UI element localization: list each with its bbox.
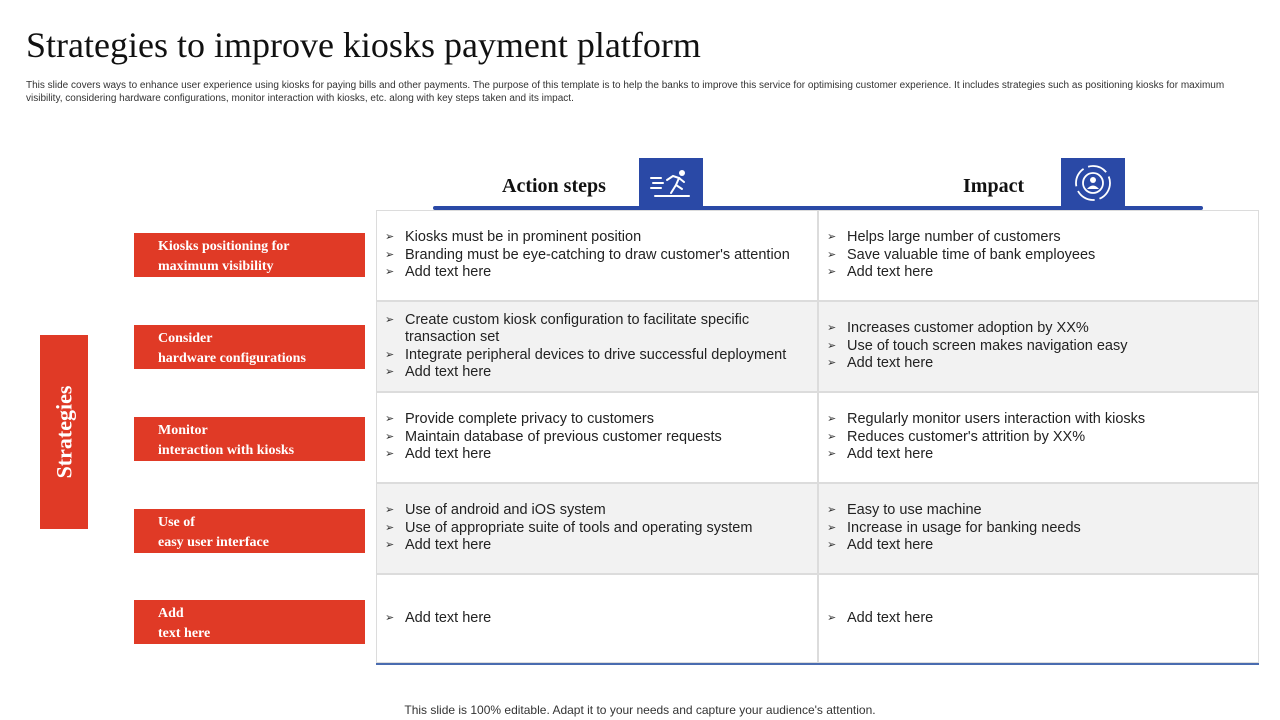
target-person-icon [1072,162,1114,204]
impact-text: Increases customer adoption by XX% [847,320,1089,337]
impact-text: Use of touch screen makes navigation easy [847,337,1128,354]
list-item [827,429,1248,447]
strategy-table [376,210,1259,665]
table-row [376,301,1259,392]
list-item [385,502,807,520]
impact-text: Save valuable time of bank employees [847,246,1096,263]
list-item [385,229,807,247]
action-text: Kiosks must be in prominent position [405,229,642,246]
bullet-arrow-icon: ➢ [385,266,395,279]
list-item [827,446,1248,464]
strategy-box-3: Monitor interaction with kiosks [134,417,365,461]
bullet-arrow-icon: ➢ [827,231,837,244]
bullet-arrow-icon: ➢ [827,322,837,335]
strategy-box-5: Add text here [134,600,365,644]
list-item [385,610,807,628]
table-row [376,210,1259,301]
action-text: Use of android and iOS system [405,502,606,519]
action-text: Provide complete privacy to customers [405,411,655,428]
impact-text: Easy to use machine [847,502,982,519]
impact-text: Reduces customer's attrition by XX% [847,428,1086,445]
bullet-arrow-icon: ➢ [827,448,837,461]
impact-text: Add text here [847,264,934,281]
action-cell [376,301,818,392]
strategy-box-2: Consider hardware configurations [134,325,365,369]
table-row [376,392,1259,483]
action-cell [376,392,818,483]
bullet-arrow-icon: ➢ [827,539,837,552]
strategy-box-1: Kiosks positioning for maximum visibility [134,233,365,277]
bullet-arrow-icon: ➢ [827,611,837,624]
list-item [385,429,807,447]
impact-icon-box [1061,158,1125,208]
bullet-arrow-icon: ➢ [385,366,395,378]
impact-cell [818,483,1259,574]
action-cell [376,210,818,301]
action-text: Create custom kiosk configuration to facilitate specific transaction set [405,311,750,345]
action-text: Add text here [405,264,492,281]
bullet-arrow-icon: ➢ [385,430,395,443]
action-cell [376,574,818,663]
impact-text: Add text here [847,537,934,554]
impact-cell [818,210,1259,301]
action-text: Maintain database of previous customer requests [405,428,722,445]
strategies-side-label [40,335,88,529]
bullet-arrow-icon: ➢ [385,539,395,552]
list-item [385,247,807,265]
bullet-arrow-icon: ➢ [827,413,837,426]
action-text: Add text here [405,446,492,463]
list-item [385,537,807,555]
action-text: Branding must be eye-catching to draw customer's attention [405,246,790,263]
table-row [376,483,1259,574]
action-cell [376,483,818,574]
list-item [385,312,807,347]
bullet-arrow-icon: ➢ [385,521,395,534]
action-text: Use of appropriate suite of tools and operating system [405,519,753,536]
list-item [827,355,1248,373]
bullet-arrow-icon: ➢ [827,248,837,261]
impact-text: Add text here [847,446,934,463]
side-label-text: Strategies [51,385,77,479]
action-text: Integrate peripheral devices to drive successful deployment [405,346,787,363]
list-item [385,347,807,365]
impact-text: Helps large number of customers [847,229,1061,246]
list-item [827,338,1248,356]
table-row [376,574,1259,663]
list-item [827,264,1248,282]
impact-text: Increase in usage for banking needs [847,519,1081,536]
impact-header: Impact [963,175,1025,197]
bullet-arrow-icon: ➢ [827,521,837,534]
running-person-icon [649,166,693,200]
list-item [827,537,1248,555]
impact-text: Add text here [847,355,934,372]
bullet-arrow-icon: ➢ [385,611,395,624]
bullet-arrow-icon: ➢ [385,348,395,361]
action-text: Add text here [405,537,492,554]
impact-cell [818,392,1259,483]
footer-note: This slide is 100% editable. Adapt it to your needs and capture your audience's attention. [404,703,876,717]
bullet-arrow-icon: ➢ [827,339,837,352]
bullet-arrow-icon: ➢ [385,231,395,244]
list-item [385,446,807,464]
action-steps-header: Action steps [502,175,606,197]
impact-cell [818,301,1259,392]
bullet-arrow-icon: ➢ [827,430,837,443]
bullet-arrow-icon: ➢ [827,504,837,517]
list-item [827,610,1248,628]
list-item [827,502,1248,520]
list-item [385,264,807,282]
list-item [827,229,1248,247]
strategy-box-4: Use of easy user interface [134,509,365,553]
bullet-arrow-icon: ➢ [385,313,395,326]
list-item [827,247,1248,265]
list-item [385,520,807,538]
bullet-arrow-icon: ➢ [385,248,395,261]
impact-text: Add text here [847,609,934,626]
slide-description: This slide covers ways to enhance user experience using kiosks for paying bills and other payments. The purpose of this template is to help the banks to improve this service for optimising customer experience. It includes strategies such as positioning kiosks for maximum visibility, considering hardware configurations, monitor interaction with kiosks, etc. along with key steps taken and its impact. [26,80,1225,104]
list-item [827,520,1248,538]
list-item [827,320,1248,338]
bullet-arrow-icon: ➢ [827,266,837,279]
impact-text: Regularly monitor users interaction with kiosks [847,411,1146,428]
list-item [385,411,807,429]
action-icon-box [639,158,703,208]
bullet-arrow-icon: ➢ [385,413,395,426]
bullet-arrow-icon: ➢ [385,504,395,517]
action-text: Add text here [405,609,492,626]
list-item [827,411,1248,429]
bullet-arrow-icon: ➢ [827,357,837,370]
impact-cell [818,574,1259,663]
bullet-arrow-icon: ➢ [385,448,395,461]
action-text: Add text here [405,364,492,380]
page-title: Strategies to improve kiosks payment platform [26,25,701,65]
list-item [385,364,807,382]
